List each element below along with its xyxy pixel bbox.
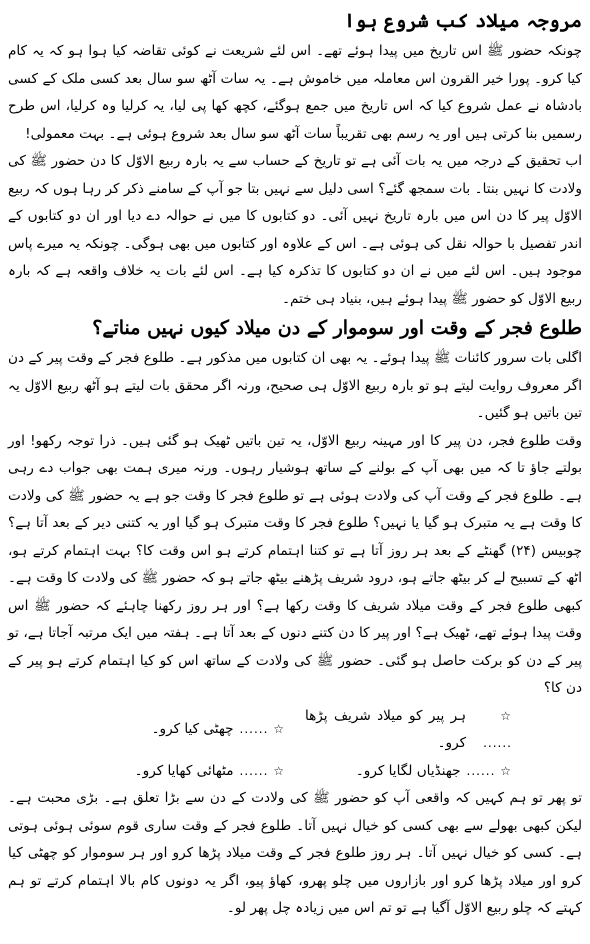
star-icon: ☆ ...... xyxy=(239,763,285,778)
section-heading-fajr-monday: طلوع فجر کے وقت اور سوموار کے دن میلاد کیوں نہیں مناتے؟ xyxy=(92,317,582,339)
bullet-text: جھنڈیاں لگایا کرو۔ xyxy=(355,762,461,779)
paragraph: تو پھر تو ہم کہیں کہ واقعی آپ کو حضور ﷺ کی ولادت کے دن سے بڑا تعلق ہے۔ بڑی محبت ہے۔ لیکن کبھی بھولے سے بھی کسی کو خیال نہیں آتا۔ طلوع فجر کے وقت ساری قوم سوئی ہوئی ہوتی ہے۔ کسی کو خیال نہیں آتا۔ ہر روز طلوع فجر کے وقت میلاد پڑھا کرو اور ہر سوموار کو چھٹی کیا کرو اور میلاد پڑھا کرو اور بازاروں میں چلو پھرو، کھاؤ پیو، اگر یہ دونوں کام بالا اہتمام کرتے تو ہم کہتے کہ چلو ربیع الاوّل آگیا ہے تو تم اس میں زیادہ چل پھر لو۔ xyxy=(8,790,582,916)
list-item xyxy=(78,703,285,758)
list-item xyxy=(305,758,512,786)
bullet-text: چھٹی کیا کرو۔ xyxy=(151,721,234,738)
star-icon: ☆ ...... xyxy=(239,722,285,737)
bullet-list xyxy=(8,703,582,786)
bullet-text: مٹھائی کھایا کرو۔ xyxy=(134,762,234,779)
bullet-text: ہر پیر کو میلاد شریف پڑھا کرو۔ xyxy=(305,707,467,751)
list-item xyxy=(78,758,285,786)
star-icon: ☆ ...... xyxy=(483,708,512,750)
list-item xyxy=(305,703,512,758)
paragraph: وقت طلوع فجر، دن پیر کا اور مہینہ ربیع الاوّل، یہ تین باتیں ٹھیک ہو گئی ہیں۔ ذرا توجہ رکھو! اور بولتے جاؤ تا کہ میں بھی آپ کے بولنے کے ساتھ ہوشیار رہوں۔ ورنہ میری ہمت بھی جواب دے رہی ہے۔ طلوع فجر کے وقت آپ کی ولادت ہوئی ہے تو طلوع فجر کا وقت جو ہے یہ حضور ﷺ کی ولادت کا وقت ہے یہ متبرک ہو گیا یا نہیں؟ طلوع فجر کا وقت متبرک ہو گیا اور یہ کتنی دیر کے بعد آتا ہے؟ چوبیس (۲۴) گھنٹے کے بعد ہر روز آتا ہے تو کتنا اہتمام کرتے ہو اس وقت کا؟ بہت اہتمام کرتے ہو، اٹھ کے تسبیح لے کر بیٹھ جاتے ہو، درود شریف پڑھنے بیٹھ جاتے ہو کہ حضور ﷺ کی ولادت کا وقت ہے۔ کبھی طلوع فجر کے وقت میلاد شریف کا وقت رکھا ہے؟ اور ہر روز رکھنا چاہئے کہ حضور ﷺ اس وقت پیدا ہوئے تھے، ٹھیک ہے؟ اور پیر کا دن کتنے دنوں کے بعد آتا ہے۔ ہفتہ میں ایک مرتبہ آجاتا ہے، تو پیر کے دن کو برکت حاصل ہو گئی۔ حضور ﷺ کی ولادت کے ساتھ اس کو کیا اہتمام کرتے ہو پیر کے دن کا؟ xyxy=(8,432,582,696)
paragraph: اگلی بات سرور کائنات ﷺ پیدا ہوئے۔ یہ بھی ان کتابوں میں مذکور ہے۔ طلوع فجر کے وقت پیر کے دن اگر معروف روایت لیتے ہو تو بارہ ربیع الاوّل ہی صحیح، ورنہ اگر محقق بات لیتے ہو آٹھ ربیع الاوّل یہ تین باتیں ہو گئیں۔ xyxy=(8,350,582,421)
paragraph: اب تحقیق کے درجہ میں یہ بات آئی ہے تو تاریخ کے حساب سے یہ بارہ ربیع الاوّل کا دن حضور ﷺ کی ولادت کا نہیں بنتا۔ بات سمجھ گئے؟ اسی دلیل سے نہیں بتا جو آپ کے سامنے ذکر کر رہا ہوں کہ ربیع الاوّل پیر کا دن اس میں بارہ تاریخ نہیں آئی۔ دو کتابوں کا میں نے حوالہ دے دیا اور ان دو کتابوں کے اندر تفصیل با حوالہ نقل کی ہوئی ہے۔ اس کے علاوہ اور کتابوں میں بھی ہوگی۔ چونکہ یہ میرے پاس موجود ہیں۔ اس لئے میں نے ان دو کتابوں کا تذکرہ کیا ہے۔ اس لئے بات یہ خلاف واقعہ ہے کہ بارہ ربیع الاوّل کو حضور ﷺ پیدا ہوئے ہیں، بنیاد ہی ختم۔ xyxy=(8,153,582,307)
section-heading-milad-origin: مروجہ میلاد کب شروع ہوا xyxy=(344,10,582,32)
paragraph: چونکہ حضور ﷺ اس تاریخ میں پیدا ہوئے تھے۔ اس لئے شریعت نے کوئی تقاضہ کیا ہوا ہو کہ یہ کام کیا کرو۔ پورا خیر القرون اس معاملہ میں خاموش ہے۔ یہ سات آٹھ سو سال بعد کسی ملک کے کسی بادشاہ نے عمل شروع کیا کہ اس تاریخ میں جمع ہوگئے، کچھ کھا پی لیا، یہ کرلیا وہ کرلیا، اس طرح رسمیں بنا کرتی ہیں اور یہ رسم بھی تقریباً سات آٹھ سو سال بعد شروع ہوئی ہے۔ بہت معمولی! xyxy=(8,43,582,142)
star-icon: ☆ ...... xyxy=(466,763,512,778)
